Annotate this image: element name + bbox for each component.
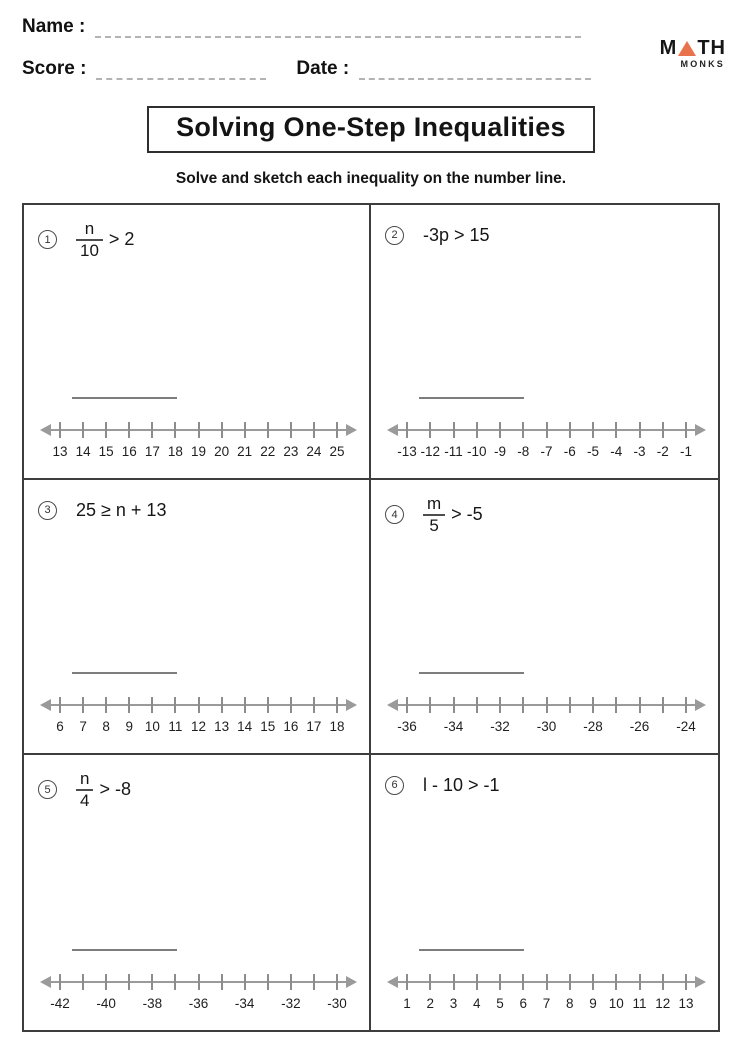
problem-cell (371, 205, 718, 480)
inequality-expression: $\frac{m}{5}$ > -5 (423, 495, 483, 535)
tick-label: -36 (188, 996, 209, 1011)
name-row (22, 16, 720, 38)
date-label: Date : (296, 58, 350, 79)
tick-label: -12 (420, 444, 441, 459)
tick-label: 17 (306, 719, 322, 734)
tick-mark (198, 422, 200, 438)
tick-mark (221, 697, 223, 713)
fraction: $\frac{n}{10}$ (76, 220, 103, 260)
tick-mark (82, 697, 84, 713)
score-label: Score : (22, 58, 87, 79)
tick-label: 22 (260, 444, 276, 459)
tick-label: 5 (496, 996, 504, 1011)
tick-mark (639, 974, 641, 990)
problem-header (36, 770, 361, 810)
tick-mark (59, 697, 61, 713)
problem-header (36, 220, 361, 260)
tick-label: 12 (655, 996, 671, 1011)
tick-mark (244, 697, 246, 713)
tick-mark (615, 974, 617, 990)
tick-mark (522, 974, 524, 990)
tick-label: -40 (96, 996, 116, 1011)
tick-mark (313, 697, 315, 713)
tick-mark (128, 697, 130, 713)
tick-label: 18 (329, 719, 345, 734)
number-line (40, 420, 357, 464)
problem-cell (371, 480, 718, 755)
tick-mark (128, 422, 130, 438)
tick-mark (59, 422, 61, 438)
tick-mark (221, 974, 223, 990)
tick-mark (453, 697, 455, 713)
tick-label: -32 (281, 996, 301, 1011)
instruction-text: Solve and sketch each inequality on the number line. (175, 170, 567, 187)
tick-mark (105, 697, 107, 713)
inequality-expression: 25 ≥ n + 13 (76, 499, 167, 520)
tick-mark (546, 974, 548, 990)
answer-blank-line (72, 672, 177, 674)
problem-number-badge: 3 (38, 501, 57, 520)
tick-mark (476, 422, 478, 438)
tick-mark (151, 422, 153, 438)
tick-label: 13 (214, 719, 230, 734)
tick-label: -3 (633, 444, 646, 459)
tick-mark (406, 422, 408, 438)
left-arrow-icon (387, 699, 398, 711)
answer-blank-line (419, 672, 524, 674)
tick-mark (290, 422, 292, 438)
tick-label: -5 (586, 444, 600, 459)
score-blank-line (96, 64, 266, 80)
work-space (383, 800, 710, 949)
logo-text-m: M (659, 37, 678, 59)
problem-header (383, 495, 710, 535)
tick-label: 6 (56, 719, 64, 734)
tick-label: 15 (98, 444, 114, 459)
triangle-icon (678, 41, 696, 56)
tick-mark (662, 697, 664, 713)
tick-label: -1 (679, 444, 693, 459)
tick-label: 20 (214, 444, 230, 459)
tick-mark (476, 697, 478, 713)
tick-label: 15 (260, 719, 276, 734)
tick-label: 14 (75, 444, 91, 459)
tick-label: 12 (190, 719, 207, 734)
problem-cell (24, 755, 371, 1030)
inequality-expression: l - 10 > -1 (423, 774, 500, 795)
tick-mark (662, 422, 664, 438)
tick-label: 11 (168, 719, 183, 734)
name-blank-line (95, 22, 581, 38)
tick-mark (59, 974, 61, 990)
answer-blank-line (419, 397, 524, 399)
name-label: Name : (22, 16, 86, 37)
inequality-expression: -3p > 15 (423, 224, 490, 245)
tick-mark (522, 697, 524, 713)
number-line-ticks (403, 972, 694, 1016)
number-line (387, 420, 706, 464)
tick-label: 11 (632, 996, 647, 1011)
tick-mark (336, 422, 338, 438)
problem-number-badge: 2 (385, 226, 404, 245)
tick-label: 9 (125, 719, 134, 734)
tick-mark (290, 697, 292, 713)
tick-label: 8 (565, 996, 574, 1011)
problem-number-badge: 4 (385, 505, 404, 524)
tick-label: 25 (329, 444, 345, 459)
number-line-ticks (50, 972, 347, 1016)
logo-wordmark (660, 37, 726, 60)
left-arrow-icon (40, 424, 51, 436)
problem-header (383, 770, 710, 800)
tick-mark (198, 974, 200, 990)
tick-label: 2 (426, 996, 435, 1011)
tick-mark (174, 422, 176, 438)
tick-label: 7 (542, 996, 551, 1011)
tick-label: -9 (493, 444, 507, 459)
number-line-ticks (52, 420, 345, 464)
tick-mark (615, 697, 617, 713)
problem-cell (24, 480, 371, 755)
tick-mark (221, 422, 223, 438)
tick-label: -30 (327, 996, 347, 1011)
tick-label: -30 (536, 719, 557, 734)
problems-grid (22, 203, 720, 1032)
answer-blank-line (72, 397, 177, 399)
tick-label: -26 (629, 719, 650, 734)
problem-number-badge: 6 (385, 776, 404, 795)
tick-mark (128, 974, 130, 990)
tick-mark (685, 422, 687, 438)
tick-label: 16 (283, 719, 299, 734)
tick-label: -13 (397, 444, 417, 459)
tick-label: -24 (676, 719, 696, 734)
tick-mark (546, 422, 548, 438)
tick-mark (267, 422, 269, 438)
tick-label: -10 (466, 444, 487, 459)
left-arrow-icon (387, 976, 398, 988)
tick-label: 7 (79, 719, 87, 734)
tick-mark (406, 697, 408, 713)
tick-mark (198, 697, 200, 713)
work-space (36, 260, 361, 397)
worksheet-header (0, 0, 742, 80)
left-arrow-icon (40, 699, 51, 711)
number-line (40, 972, 357, 1016)
tick-mark (313, 974, 315, 990)
tick-label: -38 (142, 996, 163, 1011)
tick-mark (406, 974, 408, 990)
tick-label: 19 (190, 444, 207, 459)
tick-label: -8 (517, 444, 530, 459)
tick-mark (336, 697, 338, 713)
tick-label: 13 (52, 444, 68, 459)
tick-mark (267, 974, 269, 990)
tick-label: 4 (472, 996, 481, 1011)
tick-mark (174, 974, 176, 990)
tick-mark (151, 697, 153, 713)
problem-header (36, 495, 361, 525)
tick-mark (639, 697, 641, 713)
tick-label: 13 (678, 996, 694, 1011)
tick-mark (499, 422, 501, 438)
tick-label: -4 (610, 444, 623, 459)
tick-label: 10 (144, 719, 160, 734)
problem-header (383, 220, 710, 250)
page-title: Solving One-Step Inequalities (176, 112, 566, 142)
tick-label: 23 (283, 444, 299, 459)
tick-mark (453, 974, 455, 990)
tick-mark (476, 974, 478, 990)
number-line-ticks (56, 695, 345, 739)
inequality-expression: $\frac{n}{10}$ > 2 (76, 220, 134, 260)
tick-mark (336, 974, 338, 990)
score-date-row (22, 58, 720, 80)
tick-label: -42 (50, 996, 70, 1011)
left-arrow-icon (40, 976, 51, 988)
problem-cell (24, 205, 371, 480)
tick-label: -11 (444, 444, 463, 459)
fraction: $\frac{n}{4}$ (76, 770, 93, 810)
tick-mark (615, 422, 617, 438)
tick-mark (592, 697, 594, 713)
tick-mark (429, 697, 431, 713)
tick-label: 9 (589, 996, 597, 1011)
tick-label: -32 (490, 719, 510, 734)
tick-mark (685, 697, 687, 713)
tick-mark (639, 422, 641, 438)
tick-mark (313, 422, 315, 438)
math-monks-logo (660, 37, 726, 69)
tick-label: -28 (583, 719, 603, 734)
tick-label: -7 (540, 444, 553, 459)
number-line-ticks (397, 420, 693, 464)
title-box (147, 106, 595, 153)
number-line (387, 695, 706, 739)
answer-blank-line (419, 949, 524, 951)
tick-mark (499, 697, 501, 713)
work-space (383, 535, 710, 672)
tick-label: -2 (656, 444, 669, 459)
right-arrow-icon (695, 976, 706, 988)
tick-label: -36 (397, 719, 417, 734)
tick-mark (244, 422, 246, 438)
inequality-expression: $\frac{n}{4}$ > -8 (76, 770, 131, 810)
tick-mark (82, 974, 84, 990)
logo-text-th: TH (697, 37, 726, 59)
tick-mark (429, 422, 431, 438)
tick-mark (569, 422, 571, 438)
right-arrow-icon (346, 976, 357, 988)
tick-mark (244, 974, 246, 990)
left-arrow-icon (387, 424, 398, 436)
number-line (387, 972, 706, 1016)
tick-mark (82, 422, 84, 438)
tick-mark (569, 697, 571, 713)
date-blank-line (359, 64, 591, 80)
tick-mark (685, 974, 687, 990)
number-line-ticks (397, 695, 696, 739)
right-arrow-icon (695, 699, 706, 711)
tick-label: -34 (443, 719, 464, 734)
work-space (36, 810, 361, 949)
tick-label: 18 (167, 444, 183, 459)
tick-label: 21 (237, 444, 253, 459)
problem-number-badge: 1 (38, 230, 57, 249)
right-arrow-icon (346, 424, 357, 436)
work-space (383, 250, 710, 397)
tick-mark (174, 697, 176, 713)
tick-mark (429, 974, 431, 990)
logo-subtext: MONKS (680, 59, 725, 69)
tick-mark (267, 697, 269, 713)
tick-mark (662, 974, 664, 990)
tick-mark (522, 422, 524, 438)
tick-label: 10 (608, 996, 624, 1011)
tick-label: 14 (237, 719, 253, 734)
right-arrow-icon (346, 699, 357, 711)
tick-label: 24 (306, 444, 322, 459)
fraction: $\frac{m}{5}$ (423, 495, 445, 535)
tick-label: 16 (121, 444, 137, 459)
tick-label: 17 (144, 444, 160, 459)
tick-mark (592, 974, 594, 990)
tick-label: 1 (403, 996, 411, 1011)
tick-label: -6 (563, 444, 576, 459)
work-space (36, 525, 361, 672)
tick-mark (151, 974, 153, 990)
tick-label: 3 (449, 996, 458, 1011)
tick-label: -34 (234, 996, 255, 1011)
tick-label: 6 (519, 996, 528, 1011)
right-arrow-icon (695, 424, 706, 436)
tick-mark (499, 974, 501, 990)
tick-mark (592, 422, 594, 438)
tick-mark (569, 974, 571, 990)
tick-mark (290, 974, 292, 990)
problem-number-badge: 5 (38, 780, 57, 799)
tick-label: 8 (102, 719, 110, 734)
tick-mark (105, 422, 107, 438)
number-line (40, 695, 357, 739)
tick-mark (453, 422, 455, 438)
tick-mark (105, 974, 107, 990)
answer-blank-line (72, 949, 177, 951)
problem-cell (371, 755, 718, 1030)
tick-mark (546, 697, 548, 713)
